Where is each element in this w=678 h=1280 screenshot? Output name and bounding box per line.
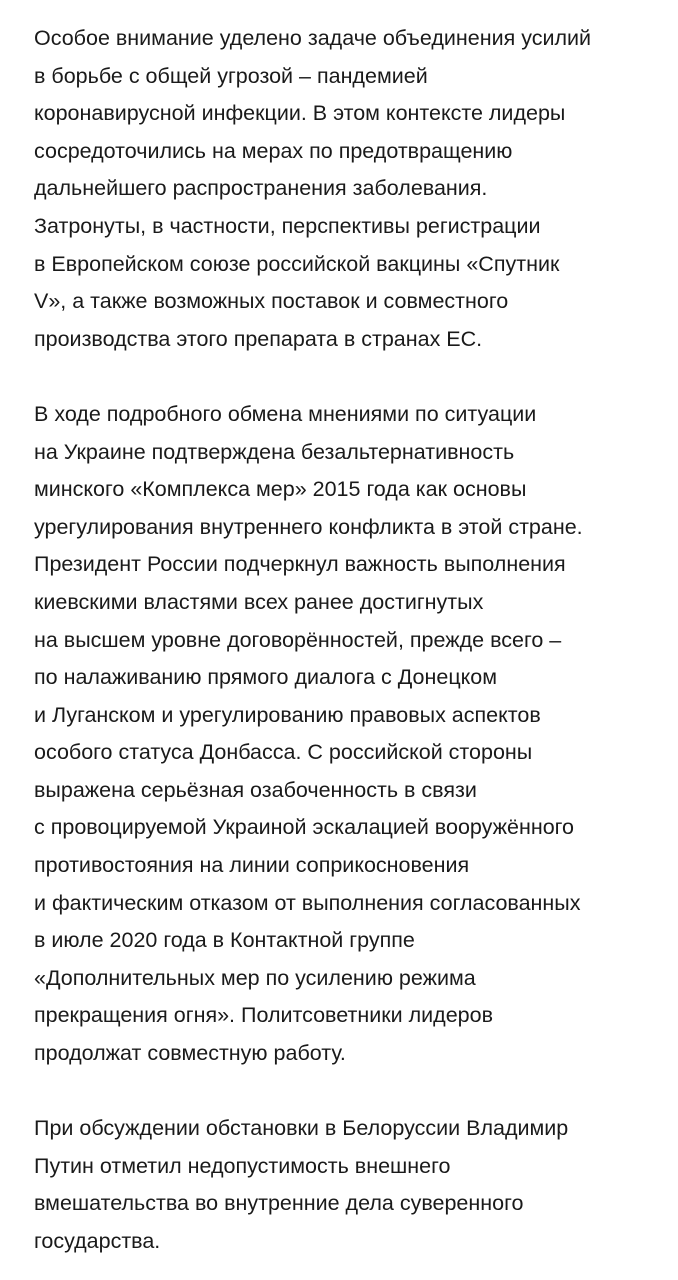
text-line: производства этого препарата в странах ЕС. (34, 326, 483, 351)
text-line: киевскими властями всех ранее достигнутых (34, 589, 484, 614)
text-line: и Луганском и урегулированию правовых аспектов (34, 702, 541, 727)
text-line: дальнейшего распространения заболевания. (34, 176, 488, 201)
text-line: государства. (34, 1229, 161, 1253)
text-line: урегулирования внутреннего конфликта в этой стране. (34, 514, 583, 539)
text-line: Особое внимание уделено задаче объединения усилий (34, 26, 592, 50)
text-line: Президент России подчеркнул важность выполнения (34, 552, 566, 577)
text-line: на высшем уровне договорённостей, прежде всего – (34, 627, 562, 652)
paragraph-ukraine (34, 396, 644, 1073)
text-line: на Украине подтверждена безальтернативность (34, 439, 515, 464)
text-line: по налаживанию прямого диалога с Донецком (34, 665, 498, 690)
text-line: В ходе подробного обмена мнениями по ситуации (34, 401, 537, 426)
text-line: в борьбе с общей угрозой – пандемией (34, 63, 428, 88)
text-line: особого статуса Донбасса. С российской стороны (34, 740, 533, 765)
text-line: противостояния на линии соприкосновения (34, 853, 470, 878)
text-line: сосредоточились на мерах по предотвращению (34, 138, 513, 163)
text-line: в Европейском союзе российской вакцины «Спутник (34, 251, 560, 276)
text-line: Путин отметил недопустимость внешнего (34, 1153, 451, 1178)
text-line: При обсуждении обстановки в Белоруссии Владимир (34, 1116, 569, 1141)
text-line: в июле 2020 года в Контактной группе (34, 928, 415, 953)
text-line: вмешательства во внутренние дела суверенного (34, 1191, 524, 1216)
text-line: V», а также возможных поставок и совместного (34, 289, 509, 314)
text-line: выражена серьёзная озабоченность в связи (34, 777, 477, 802)
text-line: продолжат совместную работу. (34, 1041, 346, 1066)
text-line: Затронуты, в частности, перспективы регистрации (34, 213, 541, 238)
text-line: и фактическим отказом от выполнения согласованных (34, 890, 581, 915)
text-line: прекращения огня». Политсоветники лидеров (34, 1003, 493, 1028)
text-line: с провоцируемой Украиной эскалацией вооружённого (34, 815, 574, 840)
text-line: коронавирусной инфекции. В этом контексте лидеры (34, 101, 566, 126)
text-line: «Дополнительных мер по усилению режима (34, 965, 476, 990)
paragraph-pandemic (34, 20, 644, 358)
paragraph-belarus (34, 1110, 644, 1260)
text-line: минского «Комплекса мер» 2015 года как основы (34, 477, 527, 502)
